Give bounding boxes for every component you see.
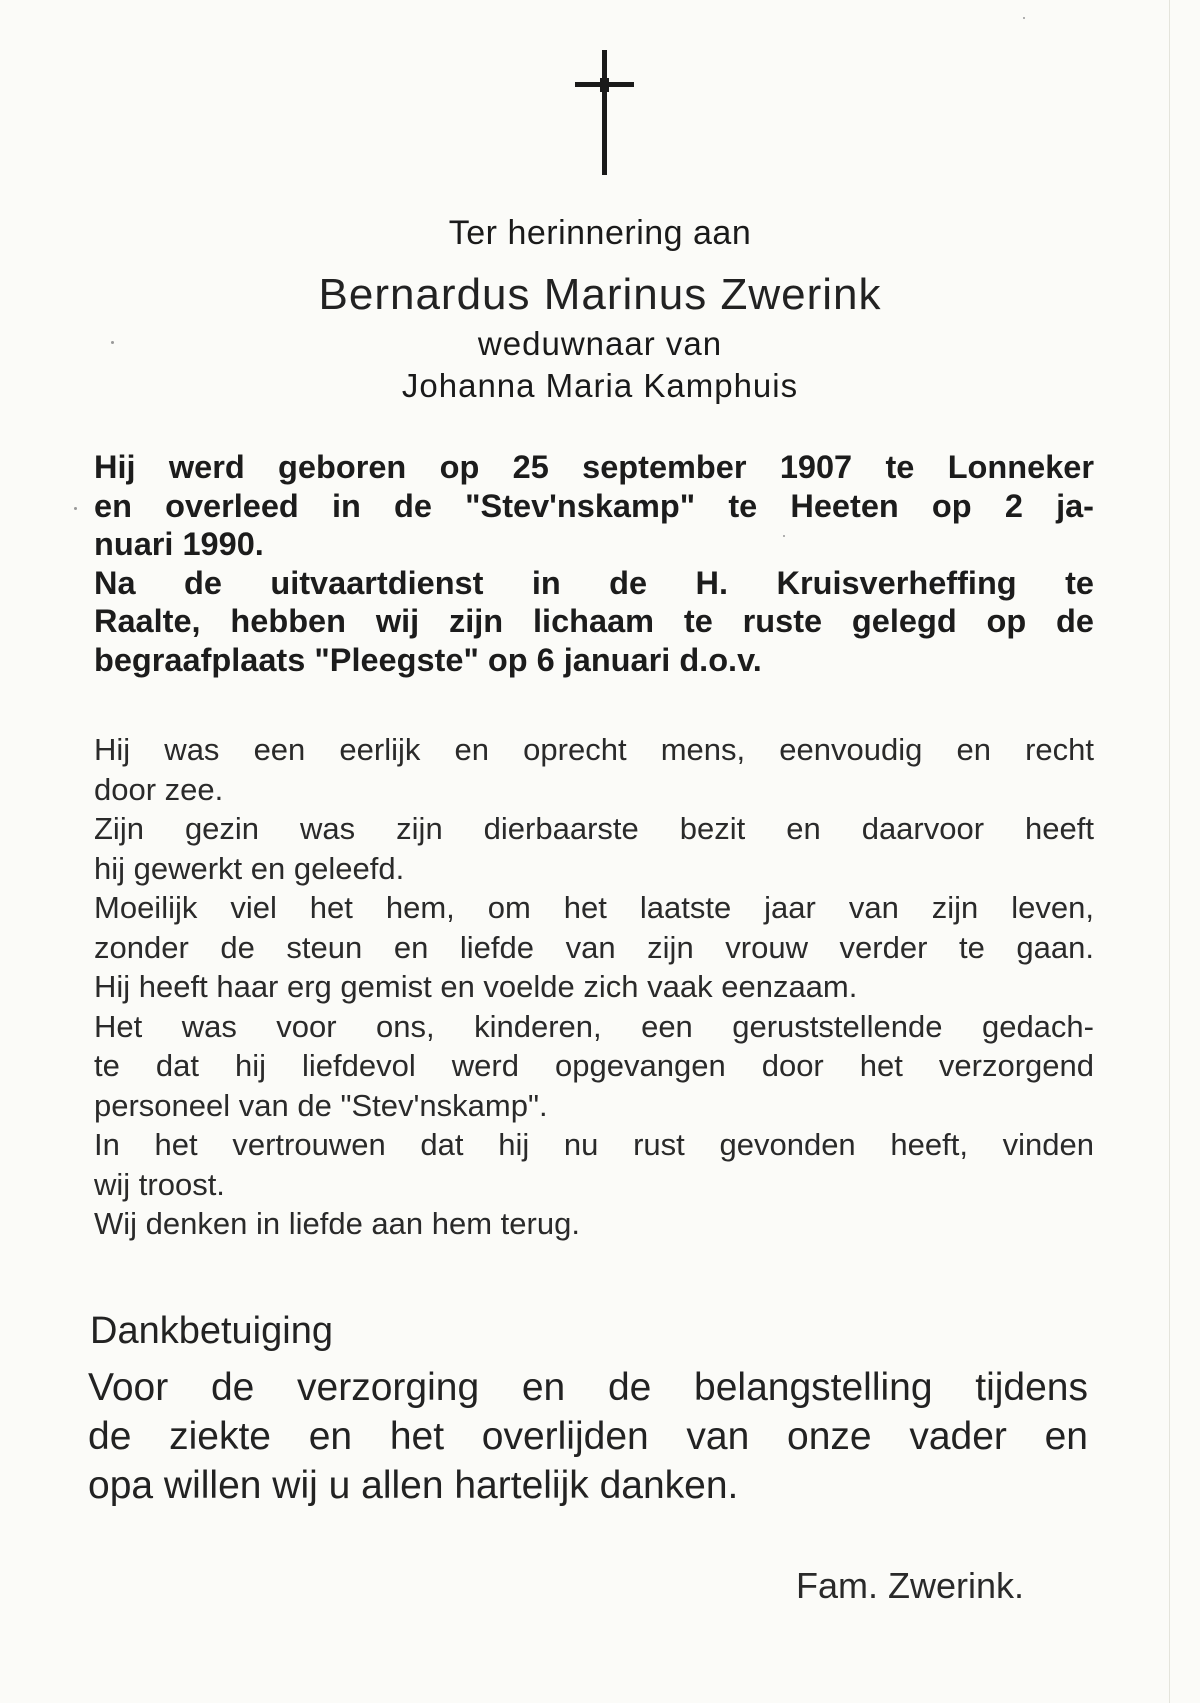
scan-speck [74, 507, 77, 510]
scan-edge-line [1169, 0, 1170, 1703]
thanks-paragraph [88, 1363, 1088, 1510]
tribute-line: te dat hij liefdevol werd opgevangen door het verzorgend [94, 1048, 1094, 1083]
tribute-line: Moeilijk viel het hem, om het laatste jaar van zijn leven, [94, 890, 1094, 925]
family-signature: Fam. Zwerink. [796, 1565, 1025, 1606]
biography-line: nuari 1990. [94, 526, 264, 562]
tribute-line: zonder de steun en liefde van zijn vrouw verder te gaan. [94, 929, 1094, 965]
tribute-line: Zijn gezin was zijn dierbaarste bezit en daarvoor heeft [94, 811, 1094, 846]
scan-speck [783, 535, 785, 537]
tribute-line: Het was voor ons, kinderen, een geruststellende gedach- [94, 1008, 1094, 1044]
tribute-line: In het vertrouwen dat hij nu rust gevonden heeft, vinden [94, 1127, 1094, 1162]
tribute-line: hij gewerkt en geleefd. [94, 850, 405, 886]
tribute-line: wij troost. [94, 1166, 225, 1202]
thanks-line: Voor de verzorging en de belangstelling tijdens [88, 1366, 1088, 1409]
scan-speck [111, 341, 114, 344]
biography-line: begraafplaats "Pleegste" op 6 januari d.o.v. [94, 641, 762, 678]
biography-line: Hij werd geboren op 25 september 1907 te Lonneker [94, 449, 1094, 485]
biography-line: en overleed in de "Stev'nskamp" te Heeten op 2 ja- [94, 487, 1094, 524]
latin-cross-icon [575, 50, 635, 180]
deceased-name: Bernardus Marinus Zwerink [318, 270, 882, 319]
thanks-title: Dankbetuiging [90, 1310, 333, 1352]
biography-line: Na de uitvaartdienst in de H. Kruisverheffing te [94, 564, 1094, 601]
tribute-paragraph [94, 730, 1094, 1244]
spouse-name: Johanna Maria Kamphuis [401, 367, 799, 404]
biography-paragraph [94, 448, 1094, 679]
scan-speck [1023, 17, 1025, 19]
tribute-line: personeel van de "Stev'nskamp". [94, 1087, 548, 1123]
intro-text: Ter herinnering aan [448, 214, 752, 252]
tribute-line: Wij denken in liefde aan hem terug. [94, 1206, 580, 1241]
widower-of-text: weduwnaar van [477, 325, 723, 362]
tribute-line: door zee. [94, 771, 224, 807]
tribute-line: Hij was een eerlijk en oprecht mens, eenvoudig en recht [94, 732, 1094, 767]
biography-line: Raalte, hebben wij zijn lichaam te ruste gelegd op de [94, 603, 1094, 639]
tribute-line: Hij heeft haar erg gemist en voelde zich vaak eenzaam. [94, 969, 858, 1004]
thanks-line: opa willen wij u allen hartelijk danken. [88, 1464, 739, 1507]
thanks-line: de ziekte en het overlijden van onze vader en [88, 1415, 1088, 1458]
